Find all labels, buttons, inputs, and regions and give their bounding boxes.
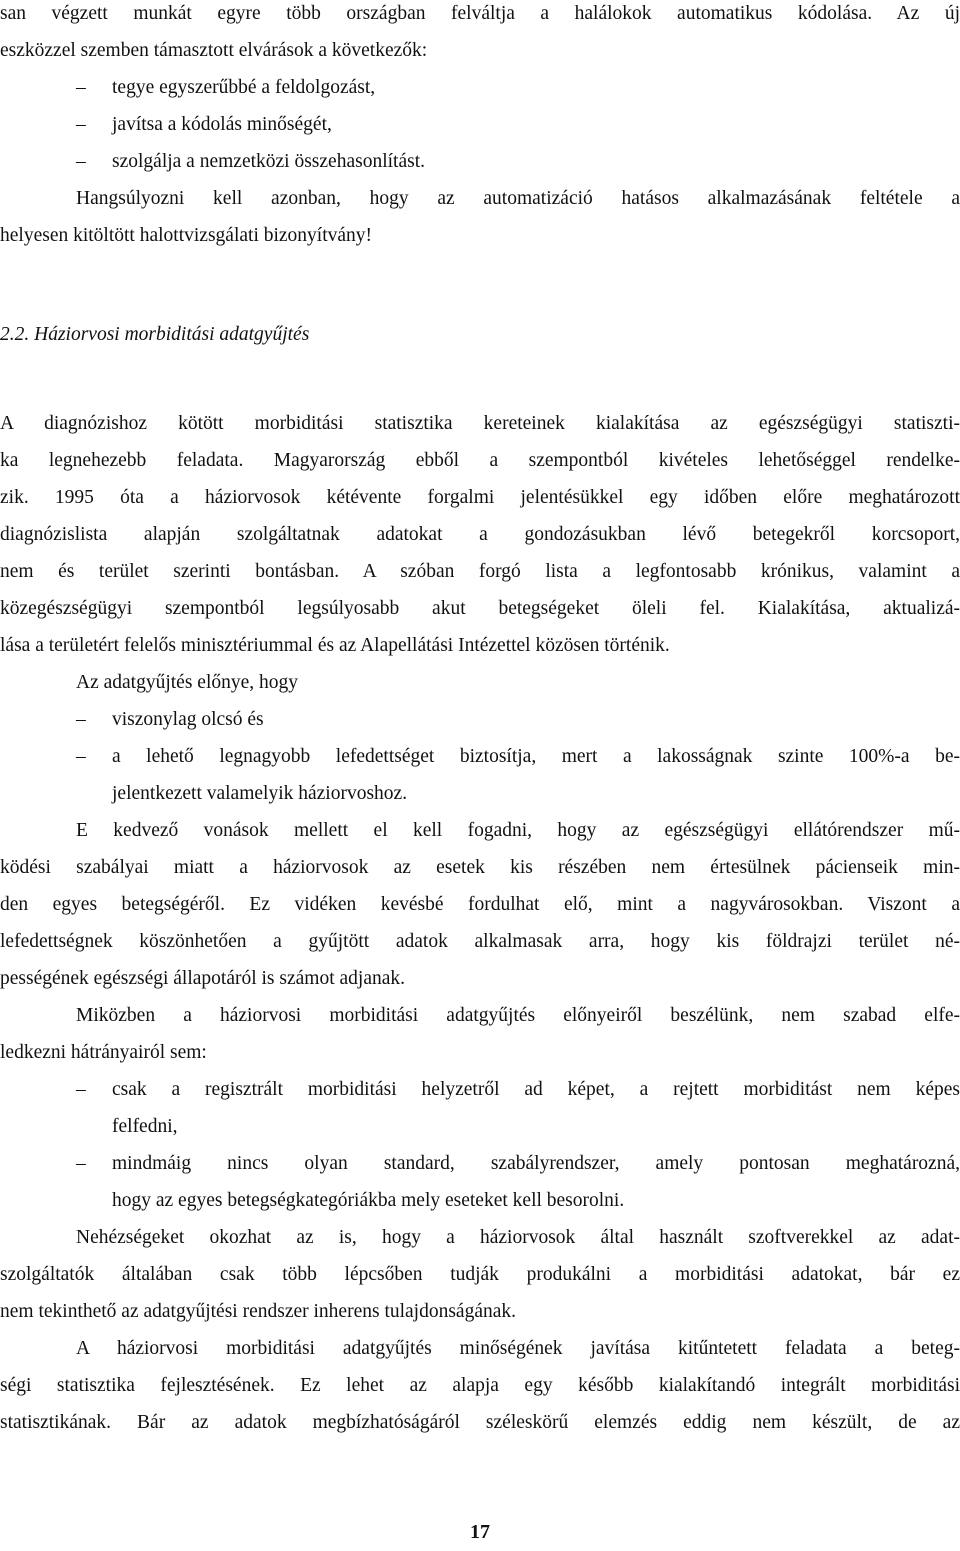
text-line: pességének egészségi állapotáról is számot adjanak. — [0, 968, 406, 989]
list-item: – a lehető legnagyobb lefedettséget biztosítja, mert a lakosságnak szinte 100%-a be- — [0, 738, 960, 775]
dash-bullet: – — [76, 746, 86, 767]
list-item: – szolgálja a nemzetközi összehasonlítást. — [0, 143, 960, 180]
text-line: A diagnózishoz kötött morbiditási statisztika kereteinek kialakítása az egészségügyi statiszti- — [0, 413, 960, 434]
text-line: statisztikának. Bár az adatok megbízhatóságáról széleskörű elemzés eddig nem készült, de az — [0, 1412, 960, 1433]
text-line: nem és terület szerinti bontásban. A szóban forgó lista a legfontosabb krónikus, valamint a — [0, 561, 960, 582]
text-line: san végzett munkát egyre több országban felváltja a halálokok automatikus kódolása. Az új — [0, 3, 960, 24]
text-line: Hangsúlyozni kell azonban, hogy az automatizáció hatásos alkalmazásának feltétele a — [76, 188, 960, 209]
text-line: szolgáltatók általában csak több lépcsőben tudják produkálni a morbiditási adatokat, bár ez — [0, 1264, 960, 1285]
list-item-continuation: hogy az egyes betegségkategóriákba mely eseteket kell besorolni. — [112, 1190, 625, 1211]
list-item: – mindmáig nincs olyan standard, szabályrendszer, amely pontosan meghatározná, — [0, 1145, 960, 1182]
list-item-continuation: felfedni, — [112, 1116, 178, 1137]
dash-bullet: – — [76, 151, 86, 172]
text-line: zik. 1995 óta a háziorvosok kétévente forgalmi jelentésükkel egy időben előre meghatározott — [0, 487, 960, 508]
page-number: 17 — [470, 1521, 490, 1543]
text-line: közegészségügyi szempontból legsúlyosabb akut betegségeket öleli fel. Kialakítása, aktualizá- — [0, 598, 960, 619]
dash-bullet: – — [76, 1153, 86, 1174]
text-line: ködési szabályai miatt a háziorvosok az esetek kis részében nem értesülnek pácienseik min- — [0, 857, 960, 878]
text-line: Az adatgyűjtés előnye, hogy — [76, 672, 299, 693]
text-line: A háziorvosi morbiditási adatgyűjtés minőségének javítása kitűntetett feladata a beteg- — [76, 1338, 960, 1359]
list-item: – tegye egyszerűbbé a feldolgozást, — [0, 69, 960, 106]
text-line: ka legnehezebb feladata. Magyarország ebből a szempontból kivételes lehetőséggel rendelke- — [0, 450, 960, 471]
list-item: – javítsa a kódolás minőségét, — [0, 106, 960, 143]
text-line: ségi statisztika fejlesztésének. Ez lehet az alapja egy később kialakítandó integrált morbiditási — [0, 1375, 960, 1396]
text-line: Miközben a háziorvosi morbiditási adatgyűjtés előnyeiről beszélünk, nem szabad elfe- — [76, 1005, 960, 1026]
text-line: E kedvező vonások mellett el kell fogadni, hogy az egészségügyi ellátórendszer mű- — [76, 820, 960, 841]
text-line: diagnózislista alapján szolgáltatnak adatokat a gondozásukban lévő betegekről korcsoport, — [0, 524, 960, 545]
body-paragraph-1 — [0, 405, 960, 1441]
text-line: Nehézségeket okozhat az is, hogy a háziorvosok által használt szoftverekkel az adat- — [76, 1227, 960, 1248]
dash-bullet: – — [76, 709, 86, 730]
list-item: – csak a regisztrált morbiditási helyzetről ad képet, a rejtett morbiditást nem képes — [0, 1071, 960, 1108]
text-line: helyesen kitöltött halottvizsgálati bizonyítvány! — [0, 225, 373, 246]
dash-bullet: – — [76, 77, 86, 98]
list-item-continuation: jelentkezett valamelyik háziorvoshoz. — [112, 783, 408, 804]
dash-bullet: – — [76, 1079, 86, 1100]
intro-paragraph — [0, 0, 960, 254]
list-item: – viszonylag olcsó és — [0, 701, 960, 738]
text-line: nem tekinthető az adatgyűjtési rendszer inherens tulajdonságának. — [0, 1301, 517, 1322]
text-line: eszközzel szemben támasztott elvárások a következők: — [0, 40, 428, 61]
dash-bullet: – — [76, 114, 86, 135]
text-line: lefedettségnek köszönhetően a gyűjtött adatok alkalmasak arra, hogy kis földrajzi terület né- — [0, 931, 960, 952]
text-line: den egyes betegségéről. Ez vidéken kevésbé fordulhat elő, mint a nagyvárosokban. Viszont a — [0, 894, 960, 915]
section-heading: 2.2. Háziorvosi morbiditási adatgyűjtés — [0, 324, 310, 345]
text-line: lása a területért felelős minisztériummal és az Alapellátási Intézettel közösen történik. — [0, 635, 670, 656]
text-line: ledkezni hátrányairól sem: — [0, 1042, 207, 1063]
